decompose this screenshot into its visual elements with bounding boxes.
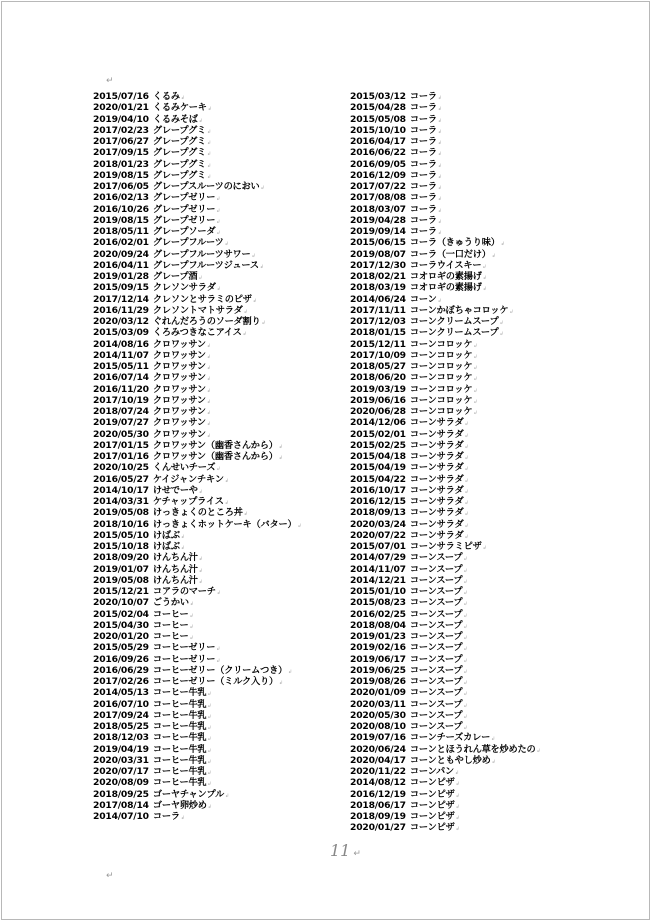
entry-item: コーラ bbox=[409, 158, 437, 170]
entry-date: 2016/07/10 bbox=[93, 698, 149, 710]
entry-item: くんせいチーズ bbox=[152, 462, 216, 474]
entry-item: コーンサラダ bbox=[409, 417, 464, 429]
entry-date: 2015/02/25 bbox=[350, 439, 406, 451]
entry-item: コーラ bbox=[409, 226, 437, 237]
entry-date: 2019/04/28 bbox=[350, 214, 406, 226]
entry-item: けせでーや bbox=[152, 484, 198, 496]
entry-date: 2019/06/17 bbox=[350, 653, 406, 665]
entry-item: コーラ bbox=[409, 91, 437, 102]
entry-item: クロワッサン bbox=[152, 383, 206, 395]
list-item bbox=[350, 103, 600, 114]
entry-date: 2020/03/11 bbox=[350, 698, 406, 710]
entry-date: 2018/03/19 bbox=[350, 282, 406, 294]
entry-item: コーンスープ bbox=[409, 608, 463, 620]
entry-item: コーンとほうれん草を炒めたの bbox=[409, 743, 536, 755]
entry-item: コーンスープ bbox=[409, 664, 463, 676]
entry-item: コーンスープ bbox=[409, 642, 463, 654]
entry-item: コーラ bbox=[409, 203, 437, 215]
entry-date: 2020/01/27 bbox=[350, 822, 406, 834]
entry-item: ケチャップライス bbox=[152, 496, 224, 507]
entry-item: コーヒー牛乳 bbox=[152, 721, 207, 732]
entry-item: コーンスープ bbox=[409, 552, 463, 564]
entry-item: けばぶ bbox=[152, 529, 180, 541]
entry-item: コーンスープ bbox=[409, 687, 463, 699]
entry-item: くろみつきなこアイス bbox=[152, 327, 242, 339]
entry-date: 2019/01/07 bbox=[93, 563, 149, 575]
entry-item: コーラ bbox=[409, 113, 437, 125]
list-item bbox=[93, 812, 333, 823]
entry-date: 2016/07/14 bbox=[93, 372, 149, 384]
right-column bbox=[350, 92, 600, 835]
paragraph-mark-bottom: ↵ bbox=[106, 871, 114, 881]
entry-date: 2016/12/19 bbox=[350, 788, 406, 800]
entry-date: 2019/04/19 bbox=[93, 743, 149, 755]
entry-date: 2015/12/21 bbox=[93, 586, 149, 597]
entry-item: グレープソーダ bbox=[152, 226, 216, 237]
entry-item: コオロギの素揚げ bbox=[409, 282, 482, 294]
list-item bbox=[93, 418, 333, 429]
entry-item: コーンスープ bbox=[409, 698, 463, 710]
entry-date: 2014/11/07 bbox=[350, 563, 406, 575]
entry-date: 2020/05/30 bbox=[350, 709, 406, 721]
entry-item: コーンサラダ bbox=[409, 439, 464, 451]
entry-item: コーンスープ bbox=[409, 653, 463, 665]
entry-date: 2015/02/04 bbox=[93, 608, 149, 620]
entry-date: 2016/12/09 bbox=[350, 169, 406, 181]
entry-item: コーンサラダ bbox=[409, 451, 464, 462]
entry-item: ゴーヤチャンプル bbox=[152, 788, 225, 800]
entry-item: コーヒーゼリー（ミルク入り） bbox=[152, 676, 278, 687]
entry-item: グレープグミ bbox=[152, 136, 207, 147]
entry-item: コーンコロッケ bbox=[409, 383, 473, 395]
entry-item: コーヒーゼリー bbox=[152, 653, 216, 665]
entry-item: コーヒー牛乳 bbox=[152, 743, 207, 755]
entry-date: 2019/04/10 bbox=[93, 113, 149, 125]
entry-date: 2017/01/15 bbox=[93, 439, 149, 451]
entry-date: 2014/06/24 bbox=[350, 293, 406, 305]
list-item bbox=[93, 688, 333, 699]
entry-item: コーンスープ bbox=[409, 574, 463, 586]
entry-date: 2016/10/17 bbox=[350, 484, 406, 496]
entry-date: 2017/06/27 bbox=[93, 136, 149, 147]
entry-item: グレープグミ bbox=[152, 124, 207, 136]
entry-date: 2015/04/19 bbox=[350, 462, 406, 474]
entry-date: 2017/11/11 bbox=[350, 304, 406, 316]
entry-item: コーンサラダ bbox=[409, 484, 464, 496]
entry-item: コアラのマーチ bbox=[152, 586, 216, 597]
entry-date: 2015/04/22 bbox=[350, 473, 406, 485]
list-item bbox=[93, 328, 333, 339]
entry-item: グレープグミ bbox=[152, 169, 207, 181]
entry-date: 2018/05/27 bbox=[350, 361, 406, 372]
entry-date: 2017/06/05 bbox=[93, 181, 149, 192]
entry-item: コーヒー牛乳 bbox=[152, 698, 207, 710]
left-column bbox=[93, 92, 333, 823]
entry-date: 2015/04/30 bbox=[93, 619, 149, 631]
entry-item: コーンサラダ bbox=[409, 462, 464, 474]
entry-date: 2018/07/24 bbox=[93, 406, 149, 417]
entry-item: コーヒー牛乳 bbox=[152, 732, 207, 744]
entry-date: 2016/10/26 bbox=[93, 203, 149, 215]
entry-date: 2020/07/17 bbox=[93, 766, 149, 777]
entry-item: コーンコロッケ bbox=[409, 406, 473, 417]
entry-date: 2015/01/10 bbox=[350, 586, 406, 597]
entry-item: コーンサラダ bbox=[409, 507, 464, 519]
entry-date: 2019/02/16 bbox=[350, 642, 406, 654]
entry-item: コーラ bbox=[409, 147, 437, 159]
entry-date: 2017/02/26 bbox=[93, 676, 149, 687]
entry-date: 2017/08/08 bbox=[350, 192, 406, 204]
entry-date: 2017/07/22 bbox=[350, 181, 406, 192]
entry-item: コーラ bbox=[152, 811, 180, 822]
entry-item: コーンピザ bbox=[409, 822, 455, 834]
entry-date: 2016/05/27 bbox=[93, 473, 149, 485]
entry-item: コーンコロッケ bbox=[409, 394, 473, 406]
list-item bbox=[93, 148, 333, 159]
entry-date: 2020/09/24 bbox=[93, 248, 149, 260]
entry-item: コーンスープ bbox=[409, 631, 463, 642]
entry-item: グレープスルーツのにおい bbox=[152, 181, 260, 192]
entry-date: 2019/03/19 bbox=[350, 383, 406, 395]
entry-item: けっきょくのところ丼 bbox=[152, 507, 243, 519]
entry-date: 2018/01/15 bbox=[350, 327, 406, 339]
entry-item: けばぶ bbox=[152, 541, 180, 552]
entry-date: 2014/07/10 bbox=[93, 811, 149, 822]
entry-date: 2016/11/29 bbox=[93, 304, 149, 316]
entry-item: コーラ bbox=[409, 136, 437, 147]
entry-item: コーヒー bbox=[152, 631, 189, 642]
entry-date: 2017/12/03 bbox=[350, 316, 406, 327]
entry-item: コーラ bbox=[409, 124, 437, 136]
entry-item: コーンピザ bbox=[409, 777, 455, 789]
entry-item: クロワッサン bbox=[152, 361, 206, 372]
entry-date: 2015/05/08 bbox=[350, 113, 406, 125]
entry-date: 2015/12/11 bbox=[350, 338, 406, 350]
entry-item: コーラ bbox=[409, 181, 437, 192]
entry-item: グレープゼリー bbox=[152, 214, 216, 226]
entry-item: コーン bbox=[409, 293, 437, 305]
entry-date: 2019/01/28 bbox=[93, 271, 149, 282]
entry-date: 2017/12/14 bbox=[93, 293, 149, 305]
entry-item: コーンクリームスープ bbox=[409, 327, 499, 339]
list-item bbox=[350, 643, 600, 654]
list-item bbox=[93, 373, 333, 384]
entry-date: 2020/07/22 bbox=[350, 529, 406, 541]
entry-item: コーラ（一口だけ） bbox=[409, 248, 491, 260]
entry-date: 2016/12/15 bbox=[350, 496, 406, 507]
list-item bbox=[350, 418, 600, 429]
entry-date: 2020/05/30 bbox=[93, 428, 149, 440]
list-item bbox=[350, 823, 600, 834]
entry-date: 2016/02/25 bbox=[350, 608, 406, 620]
entry-date: 2016/04/11 bbox=[93, 259, 149, 271]
list-item bbox=[350, 508, 600, 519]
entry-item: コーンかぼちゃコロッケ bbox=[409, 304, 509, 316]
entry-date: 2020/10/07 bbox=[93, 597, 149, 609]
list-item bbox=[350, 373, 600, 384]
entry-date: 2014/11/07 bbox=[93, 349, 149, 361]
entry-date: 2017/02/23 bbox=[93, 124, 149, 136]
entry-item: コーンスープ bbox=[409, 721, 463, 732]
entry-item: クロワッサン（幽香さんから） bbox=[152, 451, 278, 462]
entry-date: 2020/11/22 bbox=[350, 766, 406, 777]
entry-date: 2019/08/26 bbox=[350, 676, 406, 687]
entry-date: 2014/05/13 bbox=[93, 687, 149, 699]
list-item bbox=[350, 463, 600, 474]
entry-date: 2018/01/23 bbox=[93, 158, 149, 170]
entry-date: 2020/03/31 bbox=[93, 754, 149, 766]
entry-date: 2016/02/13 bbox=[93, 192, 149, 204]
entry-date: 2019/07/27 bbox=[93, 417, 149, 429]
list-item bbox=[93, 553, 333, 564]
entry-date: 2020/03/12 bbox=[93, 316, 149, 327]
entry-item: コーンサラダ bbox=[409, 473, 464, 485]
entry-date: 2014/08/12 bbox=[350, 777, 406, 789]
entry-item: コーラ bbox=[409, 192, 437, 204]
entry-item: コーラ bbox=[409, 169, 437, 181]
entry-date: 2018/09/25 bbox=[93, 788, 149, 800]
entry-date: 2019/08/15 bbox=[93, 214, 149, 226]
entry-date: 2016/04/17 bbox=[350, 136, 406, 147]
entry-item: コーヒー牛乳 bbox=[152, 709, 207, 721]
entry-item: コーヒーゼリー bbox=[152, 642, 216, 654]
entry-item: クロワッサン bbox=[152, 349, 206, 361]
list-item bbox=[93, 103, 333, 114]
entry-date: 2015/04/18 bbox=[350, 451, 406, 462]
entry-item: コーヒー bbox=[152, 619, 189, 631]
entry-item: コーンスープ bbox=[409, 586, 463, 597]
entry-date: 2017/01/16 bbox=[93, 451, 149, 462]
entry-date: 2014/08/16 bbox=[93, 338, 149, 350]
entry-item: グレープフルーツサワー bbox=[152, 248, 251, 260]
entry-item: グレープフルーツジュース bbox=[152, 259, 259, 271]
paragraph-mark-top: ↵ bbox=[106, 76, 114, 86]
list-item bbox=[350, 148, 600, 159]
entry-item: クレソンサラダ bbox=[152, 282, 216, 294]
entry-item: けんちん汁 bbox=[152, 552, 198, 564]
entry-item: くるみ bbox=[152, 91, 180, 102]
entry-item: グレープゼリー bbox=[152, 203, 216, 215]
entry-date: 2018/10/16 bbox=[93, 518, 149, 530]
entry-date: 2015/09/15 bbox=[93, 282, 149, 294]
entry-item: クロワッサン（幽香さんから） bbox=[152, 439, 278, 451]
entry-item: クロワッサン bbox=[152, 338, 206, 350]
entry-item: グレープフルーツ bbox=[152, 237, 224, 249]
entry-date: 2015/07/01 bbox=[350, 541, 406, 552]
entry-date: 2017/12/30 bbox=[350, 259, 406, 271]
entry-date: 2015/03/09 bbox=[93, 327, 149, 339]
entry-date: 2014/07/29 bbox=[350, 552, 406, 564]
entry-item: けんちん汁 bbox=[152, 563, 198, 575]
entry-date: 2015/05/11 bbox=[93, 361, 149, 372]
entry-item: グレープゼリー bbox=[152, 192, 216, 204]
entry-date: 2019/05/08 bbox=[93, 507, 149, 519]
entry-date: 2014/12/21 bbox=[350, 574, 406, 586]
entry-date: 2019/01/23 bbox=[350, 631, 406, 642]
entry-item: ぐれんだろうのソーダ割り bbox=[152, 316, 261, 327]
entry-date: 2019/09/14 bbox=[350, 226, 406, 237]
entry-item: コーンサラミピザ bbox=[409, 541, 482, 552]
entry-date: 2014/12/06 bbox=[350, 417, 406, 429]
entry-item: クロワッサン bbox=[152, 406, 206, 417]
entry-date: 2017/10/19 bbox=[93, 394, 149, 406]
entry-date: 2019/05/08 bbox=[93, 574, 149, 586]
entry-date: 2016/06/22 bbox=[350, 147, 406, 159]
entry-item: コーンスープ bbox=[409, 709, 463, 721]
entry-item: クロワッサン bbox=[152, 394, 206, 406]
entry-date: 2018/03/07 bbox=[350, 203, 406, 215]
entry-item: コーンスープ bbox=[409, 563, 463, 575]
entry-item: コーンパン bbox=[409, 766, 454, 777]
entry-date: 2018/09/19 bbox=[350, 811, 406, 822]
entry-item: コーラ（きゅうり味） bbox=[409, 237, 500, 249]
entry-item: コーヒーゼリー（クリームつき） bbox=[152, 664, 288, 676]
entry-item: クレソンとサラミのピザ bbox=[152, 293, 252, 305]
entry-date: 2020/06/24 bbox=[350, 743, 406, 755]
entry-item: クロワッサン bbox=[152, 428, 206, 440]
entry-date: 2020/01/21 bbox=[93, 102, 149, 114]
entry-item: けっきょくホットケーキ（バター） bbox=[152, 518, 297, 530]
page-number-line bbox=[330, 841, 361, 861]
entry-date: 2015/04/28 bbox=[350, 102, 406, 114]
entry-date: 2015/02/01 bbox=[350, 428, 406, 440]
entry-date: 2019/08/07 bbox=[350, 248, 406, 260]
entry-date: 2015/03/12 bbox=[350, 91, 406, 102]
entry-date: 2017/10/09 bbox=[350, 349, 406, 361]
entry-item: コーヒー牛乳 bbox=[152, 687, 207, 699]
entry-date: 2020/04/17 bbox=[350, 754, 406, 766]
entry-item: コオロギの素揚げ bbox=[409, 271, 482, 282]
entry-date: 2017/08/14 bbox=[93, 799, 149, 811]
entry-item: コーンコロッケ bbox=[409, 349, 473, 361]
entry-date: 2016/11/20 bbox=[93, 383, 149, 395]
entry-item: くるみケーキ bbox=[152, 102, 207, 114]
entry-date: 2015/06/15 bbox=[350, 237, 406, 249]
entry-item: コーンコロッケ bbox=[409, 338, 473, 350]
entry-item: コーンコロッケ bbox=[409, 361, 473, 372]
entry-date: 2016/09/05 bbox=[350, 158, 406, 170]
entry-item: グレープグミ bbox=[152, 158, 207, 170]
entry-item: ケイジャンチキン bbox=[152, 473, 224, 485]
list-item bbox=[350, 553, 600, 564]
entry-date: 2015/08/23 bbox=[350, 597, 406, 609]
entry-item: コーヒー bbox=[152, 608, 189, 620]
entry-date: 2018/12/03 bbox=[93, 732, 149, 744]
entry-item: コーンクリームスープ bbox=[409, 316, 499, 327]
entry-item: クレソントマトサラダ bbox=[152, 304, 243, 316]
entry-item: コーラ bbox=[409, 102, 437, 114]
paragraph-mark-pagenum: ↵ bbox=[353, 849, 361, 859]
entry-date: 2016/06/29 bbox=[93, 664, 149, 676]
entry-date: 2015/05/29 bbox=[93, 642, 149, 654]
entry-date: 2016/09/26 bbox=[93, 653, 149, 665]
entry-date: 2015/07/16 bbox=[93, 91, 149, 102]
list-item bbox=[350, 328, 600, 339]
entry-item: ごうかい bbox=[152, 597, 189, 609]
entry-date: 2020/08/10 bbox=[350, 721, 406, 732]
entry-date: 2020/06/28 bbox=[350, 406, 406, 417]
entry-item: コーンスープ bbox=[409, 676, 463, 687]
entry-item: コーンサラダ bbox=[409, 496, 464, 507]
entry-item: コーンピザ bbox=[409, 788, 455, 800]
entry-date: 2015/10/10 bbox=[350, 124, 406, 136]
entry-item: グレープグミ bbox=[152, 147, 207, 159]
entry-item: コーヒー牛乳 bbox=[152, 754, 207, 766]
entry-date: 2020/01/20 bbox=[93, 631, 149, 642]
entry-item: コーンスープ bbox=[409, 597, 463, 609]
entry-date: 2020/01/09 bbox=[350, 687, 406, 699]
entry-item: コーンともやし炒め bbox=[409, 754, 491, 766]
entry-item: くるみそば bbox=[152, 113, 198, 125]
entry-date: 2018/05/25 bbox=[93, 721, 149, 732]
entry-date: 2018/09/20 bbox=[93, 552, 149, 564]
entry-date: 2018/09/13 bbox=[350, 507, 406, 519]
list-item bbox=[93, 733, 333, 744]
entry-item: コーンピザ bbox=[409, 811, 455, 822]
list-item bbox=[350, 283, 600, 294]
entry-item: けんちん汁 bbox=[152, 574, 198, 586]
entry-item: コーヒー牛乳 bbox=[152, 766, 207, 777]
entry-date: 2015/10/18 bbox=[93, 541, 149, 552]
list-item bbox=[350, 778, 600, 789]
entry-item: コーンスープ bbox=[409, 619, 463, 631]
entry-date: 2018/06/17 bbox=[350, 799, 406, 811]
entry-item: コーラウイスキー bbox=[409, 259, 482, 271]
entry-item: コーンコロッケ bbox=[409, 372, 473, 384]
entry-item: コーンサラダ bbox=[409, 428, 464, 440]
entry-date: 2018/08/04 bbox=[350, 619, 406, 631]
entry-item: コーンサラダ bbox=[409, 529, 464, 541]
list-item bbox=[350, 598, 600, 609]
list-item bbox=[350, 193, 600, 204]
entry-date: 2016/02/01 bbox=[93, 237, 149, 249]
page-number: 11 bbox=[330, 841, 351, 860]
entry-item: ゴーヤ卵炒め bbox=[152, 799, 207, 811]
entry-date: 2014/03/31 bbox=[93, 496, 149, 507]
entry-item: コーヒー牛乳 bbox=[152, 777, 207, 789]
entry-date: 2014/10/17 bbox=[93, 484, 149, 496]
entry-date: 2018/02/21 bbox=[350, 271, 406, 282]
entry-date: 2019/06/25 bbox=[350, 664, 406, 676]
entry-date: 2020/10/25 bbox=[93, 462, 149, 474]
entry-item: クロワッサン bbox=[152, 417, 206, 429]
entry-date: 2017/09/15 bbox=[93, 147, 149, 159]
entry-date: 2019/08/15 bbox=[93, 169, 149, 181]
entry-date: 2015/05/10 bbox=[93, 529, 149, 541]
entry-item: コーラ bbox=[409, 214, 437, 226]
entry-item: クロワッサン bbox=[152, 372, 206, 384]
entry-item: コーンサラダ bbox=[409, 518, 464, 530]
document-page bbox=[1, 1, 650, 920]
entry-item: コーンチーズカレー bbox=[409, 732, 491, 744]
list-item bbox=[93, 598, 333, 609]
entry-date: 2020/08/09 bbox=[93, 777, 149, 789]
entry-date: 2019/07/16 bbox=[350, 732, 406, 744]
entry-item: コーンピザ bbox=[409, 799, 455, 811]
entry-date: 2018/06/20 bbox=[350, 372, 406, 384]
entry-date: 2020/03/24 bbox=[350, 518, 406, 530]
entry-date: 2017/09/24 bbox=[93, 709, 149, 721]
list-item bbox=[350, 688, 600, 699]
entry-date: 2019/06/16 bbox=[350, 394, 406, 406]
entry-item: グレープ酒 bbox=[152, 271, 198, 282]
entry-date: 2018/05/11 bbox=[93, 226, 149, 237]
